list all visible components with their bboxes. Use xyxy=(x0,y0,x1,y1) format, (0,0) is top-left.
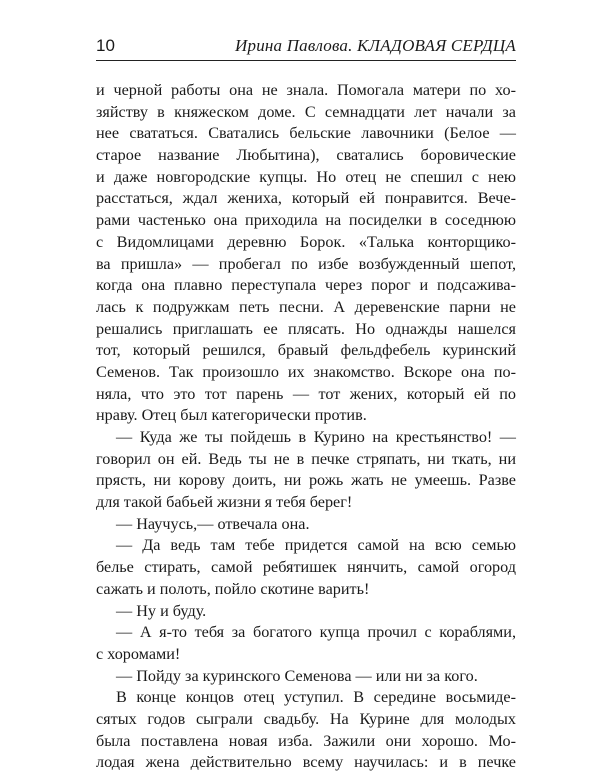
text-line: Семенов. Так произошло их знакомство. Вскоре она по- xyxy=(96,362,516,381)
text-line: В конце концов отец уступил. В середине восьмиде- xyxy=(116,688,516,707)
body-text xyxy=(96,80,516,774)
text-line: белье стирать, самой ребятишек нянчить, самой огород xyxy=(96,558,516,577)
text-line: лодая жена действительно всему научилась: и в печке xyxy=(96,753,516,772)
text-line: нее свататься. Сватались бельские лавочники (Белое — xyxy=(96,124,516,143)
text-line: няла, что это тот парень — тот жених, который ей по xyxy=(96,384,516,403)
page-header xyxy=(96,34,516,61)
text-line: и черной работы она не знала. Помогала матери по хо- xyxy=(96,81,516,99)
text-line: с хоромами! xyxy=(96,644,181,663)
running-title: Ирина Павлова. КЛАДОВАЯ СЕРДЦА xyxy=(235,36,516,55)
text-line: была поставлена новая изба. Зажили они хорошо. Мо- xyxy=(96,731,516,750)
text-line: ва пришла» — пробегал по избе возбужденный шепот, xyxy=(96,254,516,273)
text-line: нраву. Отец был категорически против. xyxy=(96,406,367,425)
text-line: рами частенько она приходила на посиделки в соседнюю xyxy=(96,211,516,230)
text-line: решались приглашать ее плясать. Но однажды нашелся xyxy=(96,319,516,338)
text-line: расстаться, ждал жениха, который ей понравится. Вече- xyxy=(96,189,516,208)
text-line: тот, который решился, бравый фельдфебель куринский xyxy=(96,341,516,360)
text-line: говорил он ей. Ведь ты не в печке стряпать, ни ткать, ни xyxy=(96,449,516,468)
text-line: — А я-то тебя за богатого купца прочил с кораблями, xyxy=(116,623,516,642)
text-line: — Да ведь там тебе придется самой на всю семью xyxy=(116,536,516,555)
text-line: — Куда же ты пойдешь в Курино на крестьянство! — xyxy=(116,428,516,446)
text-line: и даже новгородские купцы. Но отец не спешил с нею xyxy=(96,167,516,186)
text-line: старое название Любытина), сватались боровические xyxy=(96,146,516,165)
text-line: — Научусь,— отвечала она. xyxy=(116,514,310,533)
text-line: когда она плавно переступала через порог и подсажива- xyxy=(96,276,516,295)
text-line: зяйству в княжеском доме. С семнадцати лет начали за xyxy=(96,102,516,121)
text-line: для такой бабьей жизни я тебя берег! xyxy=(96,493,353,512)
text-line: прясть, ни корову доить, ни рожь жать не умеешь. Разве xyxy=(96,471,516,490)
text-line: сажать и полоть, пойло скотине варить! xyxy=(96,579,370,598)
page-number: 10 xyxy=(96,36,115,55)
text-line: с Видомлицами деревню Борок. «Талька конторщико- xyxy=(96,232,516,251)
text-line: — Ну и буду. xyxy=(116,601,207,620)
text-line: — Пойду за куринского Семенова — или ни за кого. xyxy=(116,666,478,685)
text-line: сятых годов сыграли свадьбу. На Курине для молодых xyxy=(96,709,516,728)
text-line: лась к подружкам петь песни. А деревенские парни не xyxy=(96,297,516,316)
